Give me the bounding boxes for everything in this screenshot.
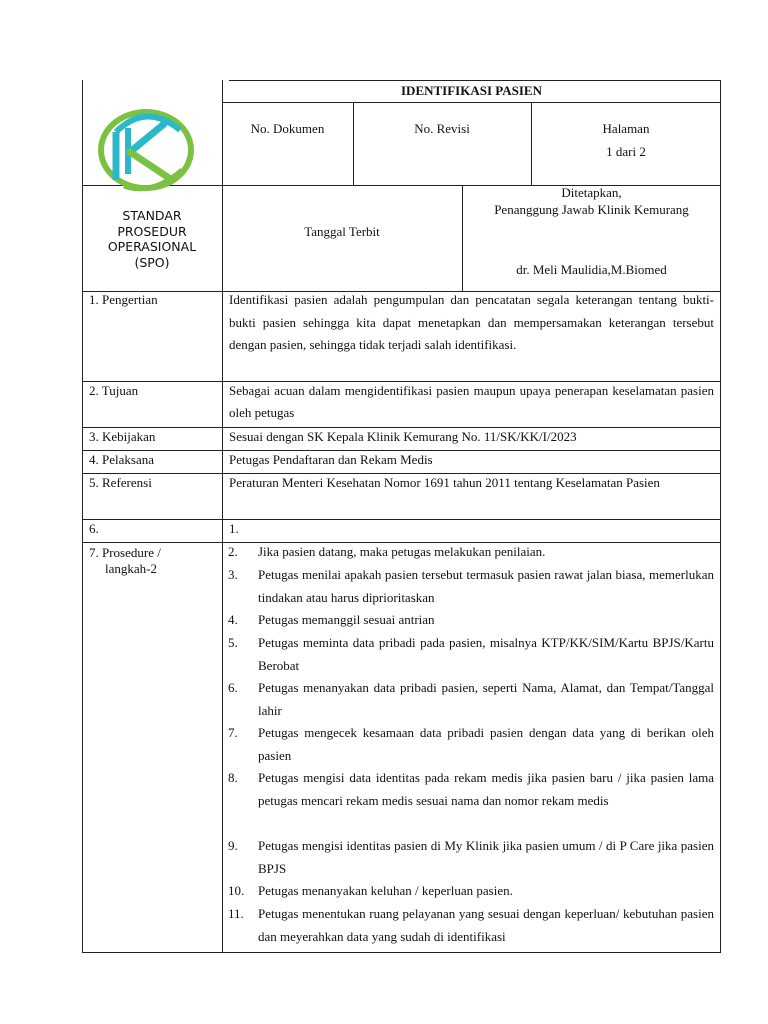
procedure-step bbox=[228, 632, 714, 677]
section-text-kebijakan: Sesuai dengan SK Kepala Klinik Kemurang No. 11/SK/KK/I/2023 bbox=[229, 429, 577, 444]
procedure-step bbox=[228, 609, 714, 632]
section-text-pengertian: Identifikasi pasien adalah pengumpulan dan pencatatan segala keterangan tentang bukti-bukti pasien sehingga kita dapat menetapkan dan mempersamakan keterangan tersebut dengan pasien, sehingga tidak terjadi salah identifikasi. bbox=[229, 292, 714, 352]
section-label-kebijakan: 3. Kebijakan bbox=[89, 429, 156, 444]
column-divider bbox=[222, 80, 223, 953]
spo-line: PROSEDUR bbox=[117, 223, 187, 239]
step-text: Petugas mengisi identitas pasien di My Klinik jika pasien umum / di P Care jika pasien BPJS bbox=[258, 838, 714, 876]
procedure-label-line1: 7. Prosedure / bbox=[89, 545, 161, 560]
step-number: 8. bbox=[228, 770, 238, 785]
step-text: Petugas menanyakan keluhan / keperluan pasien. bbox=[258, 883, 513, 898]
procedure-label bbox=[89, 545, 219, 577]
issue-date-label: Tanggal Terbit bbox=[304, 224, 380, 239]
title-bottom-border bbox=[222, 102, 721, 103]
procedure-step bbox=[228, 880, 714, 903]
section-text-pelaksana: Petugas Pendaftaran dan Rekam Medis bbox=[229, 452, 433, 467]
step-number: 2. bbox=[228, 544, 238, 559]
step-text: Petugas menentukan ruang pelayanan yang sesuai dengan keperluan/ kebutuhan pasien dan meyerahkan data yang sudah di identifikasi bbox=[258, 906, 714, 944]
step-number: 10. bbox=[228, 883, 245, 898]
step-text: Petugas mengisi data identitas pada rekam medis jika pasien baru / jika pasien lama petugas mencari rekam medis sesuai nama dan nomor rekam medis bbox=[258, 770, 714, 808]
table-bottom-border bbox=[82, 952, 721, 953]
doc-rev-divider bbox=[353, 102, 354, 185]
step-text: Petugas menilai apakah pasien tersebut termasuk pasien rawat jalan biasa, memerlukan tindakan atau harus diprioritaskan bbox=[258, 567, 714, 605]
document-title: IDENTIFIKASI PASIEN bbox=[401, 83, 542, 98]
step-text: Petugas mengecek kesamaan data pribadi pasien dengan data yang di berikan oleh pasien bbox=[258, 725, 714, 763]
section-text-referensi: Peraturan Menteri Kesehatan Nomor 1691 tahun 2011 tentang Keselamatan Pasien bbox=[229, 475, 660, 490]
section-text-tujuan: Sebagai acuan dalam mengidentifikasi pasien maupun upaya penerapan keselamatan pasien oleh petugas bbox=[229, 383, 714, 420]
revision-number-label: No. Revisi bbox=[414, 121, 470, 136]
step-text: Petugas memanggil sesuai antrian bbox=[258, 612, 435, 627]
procedure-step bbox=[228, 767, 714, 812]
spo-label bbox=[82, 208, 222, 270]
procedure-step bbox=[228, 835, 714, 880]
clinic-logo bbox=[94, 104, 200, 194]
procedure-step bbox=[228, 677, 714, 722]
spo-line: OPERASIONAL bbox=[107, 239, 197, 254]
spo-line: (SPO) bbox=[134, 254, 170, 270]
section-label-pelaksana: 4. Pelaksana bbox=[89, 452, 154, 467]
section-label-pengertian: 1. Pengertian bbox=[89, 292, 158, 307]
step-number: 7. bbox=[228, 725, 238, 740]
step-text: Jika pasien datang, maka petugas melakukan penilaian. bbox=[258, 544, 546, 559]
procedure-step bbox=[228, 722, 714, 767]
procedure-step bbox=[228, 903, 714, 948]
section-text-6: 1. bbox=[229, 521, 239, 536]
page-label: Halaman bbox=[602, 121, 650, 136]
step-number: 5. bbox=[228, 635, 238, 650]
section-label-tujuan: 2. Tujuan bbox=[89, 383, 139, 398]
procedure-step bbox=[228, 541, 714, 564]
responsible-person: Penanggung Jawab Klinik Kemurang bbox=[494, 202, 689, 217]
spo-line: STANDAR bbox=[122, 208, 182, 223]
doc-number-label: No. Dokumen bbox=[250, 121, 325, 136]
step-number: 6. bbox=[228, 680, 238, 695]
step-number: 9. bbox=[228, 838, 238, 853]
procedure-step bbox=[228, 564, 714, 609]
page-value: 1 dari 2 bbox=[606, 144, 646, 159]
section-label-6: 6. bbox=[89, 521, 99, 536]
section-label-referensi: 5. Referensi bbox=[89, 475, 152, 490]
step-text: Petugas menanyakan data pribadi pasien, seperti Nama, Alamat, dan Tempat/Tanggal lahir bbox=[258, 680, 714, 718]
signatory-name: dr. Meli Maulidia,M.Biomed bbox=[516, 262, 667, 277]
step-number: 4. bbox=[228, 612, 238, 627]
step-number: 3. bbox=[228, 567, 238, 582]
established-label: Ditetapkan, bbox=[561, 185, 622, 200]
step-text: Petugas meminta data pribadi pada pasien, misalnya KTP/KK/SIM/Kartu BPJS/Kartu Berobat bbox=[258, 635, 714, 673]
procedure-label-line2: langkah-2 bbox=[105, 561, 157, 576]
step-number: 11. bbox=[228, 906, 244, 921]
